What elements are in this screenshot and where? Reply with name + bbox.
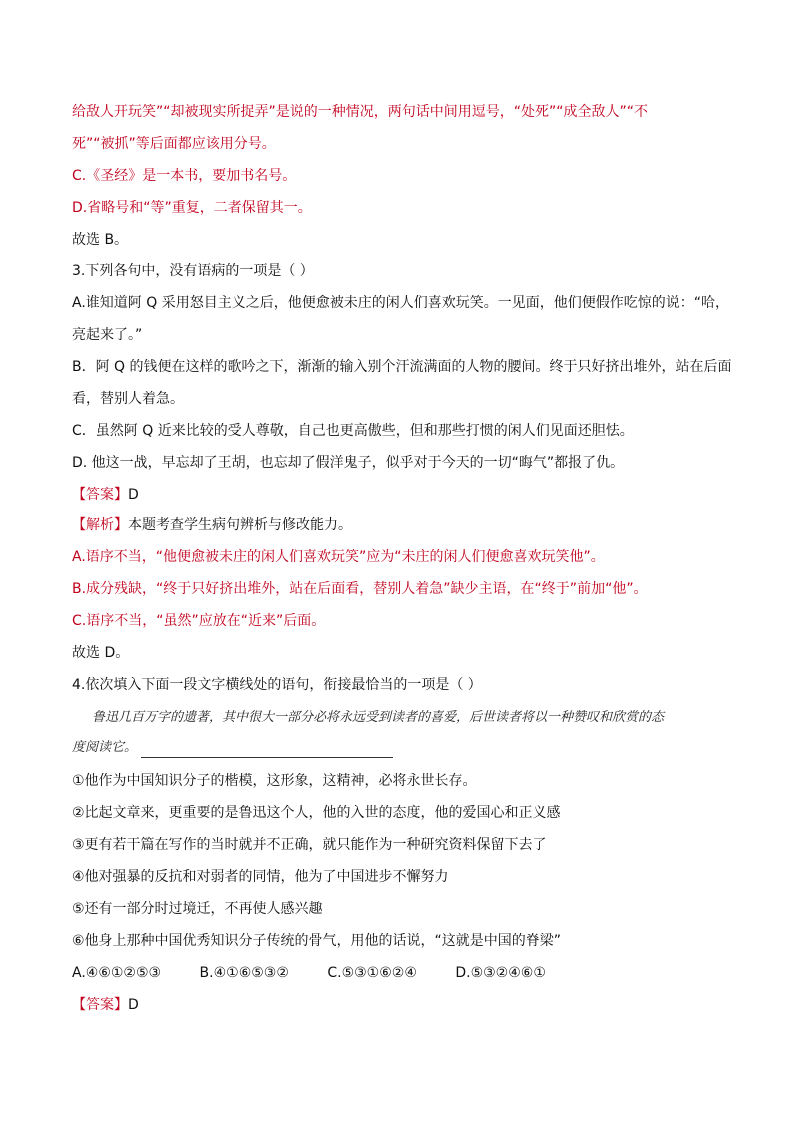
answer-value: D bbox=[128, 487, 139, 503]
q4-option-d: D.⑤③②④⑥① bbox=[455, 965, 546, 981]
q4-option-a: A.④⑥①②⑤③ bbox=[72, 965, 162, 981]
conclusion-b: 故选 B。 bbox=[72, 232, 129, 248]
answer-value: D bbox=[128, 997, 139, 1013]
answer-tag: 【答案】 bbox=[72, 997, 128, 1013]
q4-passage-line-2 bbox=[72, 738, 734, 758]
explanation-line-1: 给敌人开玩笑”“却被现实所捉弄”是说的一种情况，两句话中间用逗号，“处死”“成全敌人”“不 bbox=[72, 104, 649, 120]
q3-option-d: D. 他这一战，早忘却了王胡，也忘却了假洋鬼子，似乎对于今天的一切“晦气”都报了仇。 bbox=[72, 455, 625, 471]
q4-item-1: ①他作为中国知识分子的楷模，这形象，这精神，必将永世长存。 bbox=[72, 773, 477, 789]
passage-tail: 度阅读它。 bbox=[72, 740, 138, 755]
question-3-stem: 3.下列各句中，没有语病的一项是（ ） bbox=[72, 263, 314, 279]
answer-tag: 【答案】 bbox=[72, 487, 128, 503]
q3-explanation-a: A.语序不当，“他便愈被未庄的闲人们喜欢玩笑”应为“未庄的闲人们便愈喜欢玩笑他”。 bbox=[72, 549, 605, 565]
q4-item-2: ②比起文章来，更重要的是鲁迅这个人，他的入世的态度，他的爱国心和正义感 bbox=[72, 805, 561, 821]
q4-option-c: C.⑤③①⑥②④ bbox=[327, 965, 417, 981]
q4-item-6: ⑥他身上那种中国优秀知识分子传统的骨气，用他的话说，“这就是中国的脊梁” bbox=[72, 933, 562, 949]
q3-answer bbox=[72, 485, 734, 505]
q3-option-b-line-1: B．阿 Q 的钱便在这样的歌吟之下，渐渐的输入别个汗流满面的人物的腰间。终于只好挤出堆外，站在后面 bbox=[72, 359, 732, 375]
analysis-text: 本题考查学生病句辨析与修改能力。 bbox=[128, 517, 352, 533]
q4-options bbox=[72, 963, 734, 983]
q3-option-c: C．虽然阿 Q 近来比较的受人尊敬，自己也更高傲些，但和那些打惯的闲人们见面还胆怯。 bbox=[72, 423, 634, 439]
q3-option-a-line-1: A.谁知道阿 Q 采用怒目主义之后，他便愈被未庄的闲人们喜欢玩笑。一见面，他们便假作吃惊的说：“哈， bbox=[72, 295, 729, 311]
analysis-tag: 【解析】 bbox=[72, 517, 128, 533]
question-4-stem: 4.依次填入下面一段文字横线处的语句，衔接最恰当的一项是（ ） bbox=[72, 677, 482, 693]
q4-option-b: B.④①⑥⑤③② bbox=[199, 965, 289, 981]
q4-item-3: ③更有若干篇在写作的当时就并不正确，就只能作为一种研究资料保留下去了 bbox=[72, 837, 547, 853]
explanation-d: D.省略号和“等”重复，二者保留其一。 bbox=[72, 200, 312, 216]
q4-item-4: ④他对强暴的反抗和对弱者的同情，他为了中国进步不懈努力 bbox=[72, 869, 449, 885]
q4-item-5: ⑤还有一部分时过境迁，不再使人感兴趣 bbox=[72, 901, 323, 917]
q3-explanation-b: B.成分残缺，“终于只好挤出堆外，站在后面看，替别人着急”缺少主语，在“终于”前加“他”。 bbox=[72, 581, 648, 597]
q3-conclusion: 故选 D。 bbox=[72, 645, 130, 661]
q4-answer bbox=[72, 995, 734, 1015]
q4-passage-line-1: 鲁迅几百万字的遗著，其中很大一部分必将永远受到读者的喜爱，后世读者将以一种赞叹和欣赏的态 bbox=[92, 710, 665, 725]
q3-explanation-c: C.语序不当，“虽然”应放在“近来”后面。 bbox=[72, 613, 326, 629]
q3-option-a-line-2: 亮起来了。” bbox=[72, 327, 143, 343]
q3-option-b-line-2: 看，替别人着急。 bbox=[72, 391, 184, 407]
q3-analysis bbox=[72, 515, 734, 535]
fill-in-blank bbox=[141, 743, 393, 758]
explanation-c: C.《圣经》是一本书，要加书名号。 bbox=[72, 168, 297, 184]
explanation-line-2: 死”“被抓”等后面都应该用分号。 bbox=[72, 136, 276, 152]
